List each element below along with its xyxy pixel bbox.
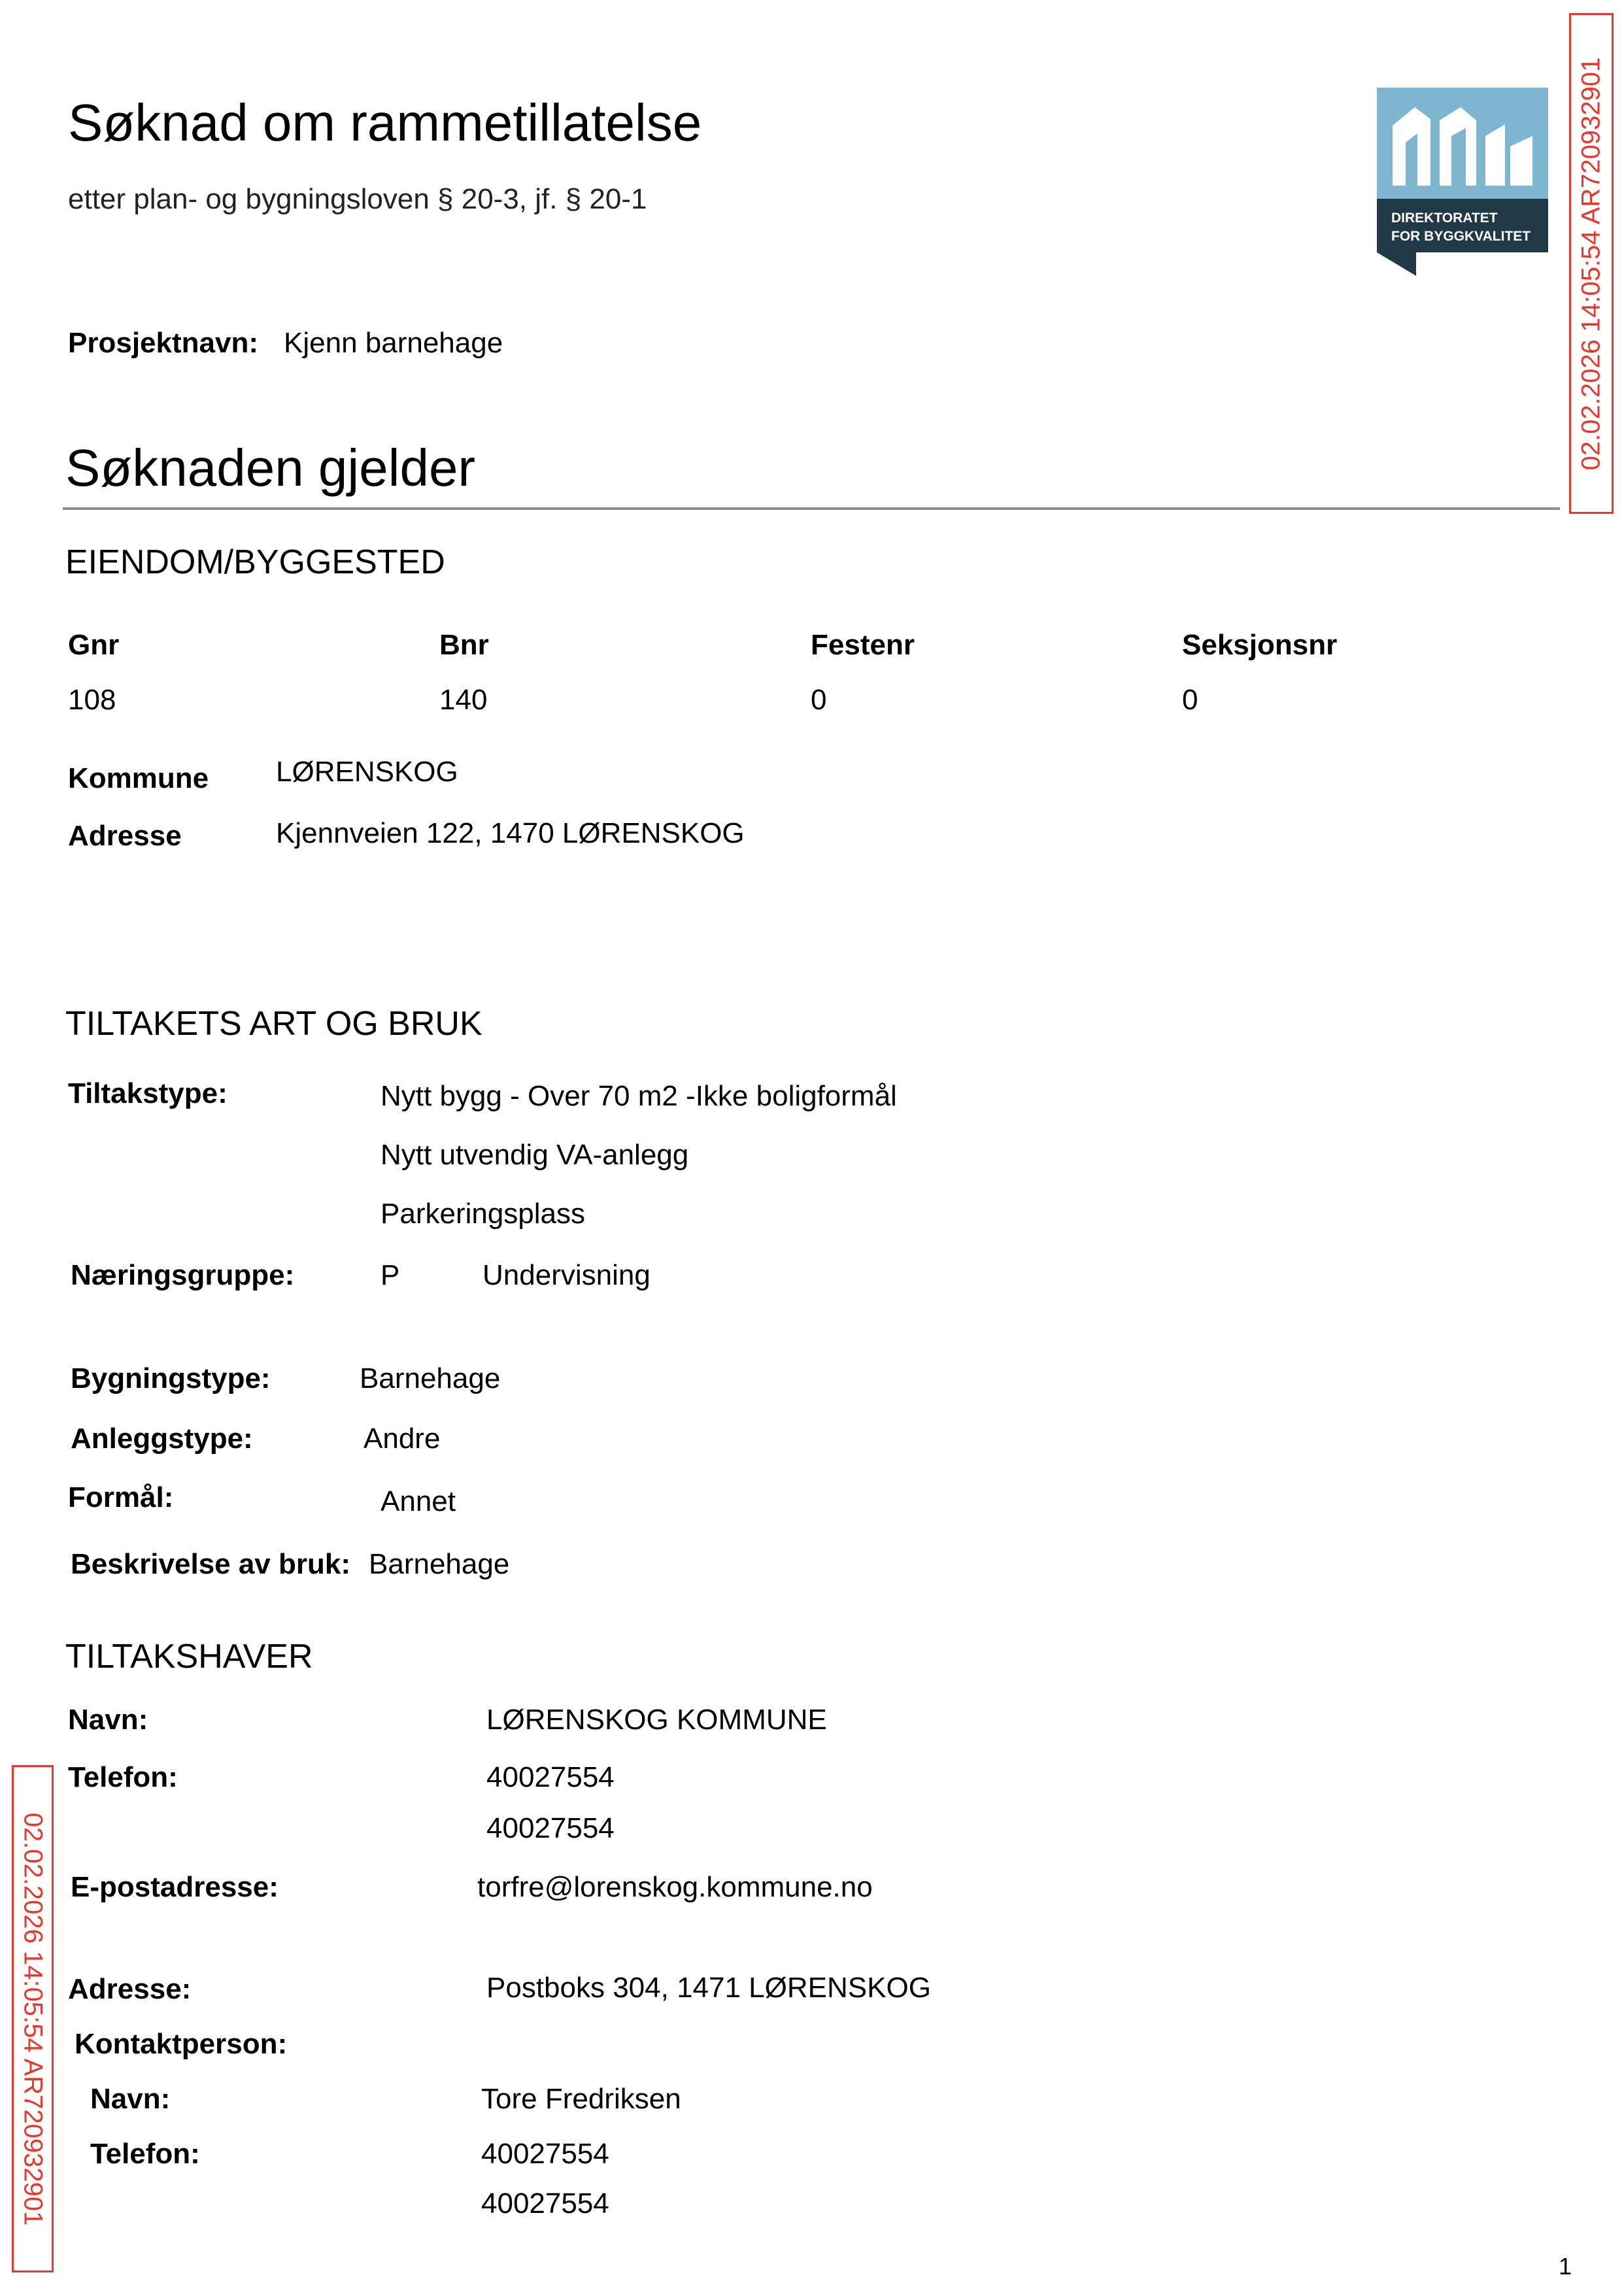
receipt-stamp-text: 02.02.2026 14:05:54 AR720932901 [18, 1812, 48, 2225]
building-logo-icon [1377, 88, 1548, 276]
anleggstype-label: Anleggstype: [71, 1423, 253, 1455]
bygningstype-value: Barnehage [360, 1362, 501, 1394]
contact-navn-label: Navn: [90, 2083, 171, 2115]
festenr-value: 0 [811, 684, 827, 716]
adresse-label: Adresse [68, 820, 182, 852]
contact-telefon-value: 40027554 [481, 2187, 609, 2219]
naeringsgruppe-value: Undervisning [482, 1259, 651, 1291]
heading-divider [63, 507, 1560, 510]
kommune-value: LØRENSKOG [276, 756, 458, 788]
owner-epost-label: E-postadresse: [71, 1871, 279, 1903]
bnr-value: 140 [439, 684, 488, 716]
owner-telefon-label: Telefon: [68, 1761, 178, 1793]
page-number: 1 [1559, 2253, 1572, 2280]
gnr-value: 108 [68, 684, 116, 716]
owner-telefon-value: 40027554 [486, 1812, 615, 1844]
owner-section-heading: TILTAKSHAVER [65, 1638, 313, 1676]
tiltakstype-value: Parkeringsplass [381, 1198, 586, 1230]
seksjonsnr-value: 0 [1182, 684, 1198, 716]
formal-label: Formål: [68, 1481, 174, 1513]
logo-text-line2: FOR BYGGKVALITET [1391, 229, 1531, 244]
naeringsgruppe-code: P [381, 1259, 400, 1291]
receipt-stamp-top [1569, 13, 1614, 514]
contact-telefon-label: Telefon: [90, 2138, 200, 2170]
receipt-stamp-text: 02.02.2026 14:05:54 AR720932901 [1576, 57, 1606, 470]
dibk-logo [1377, 88, 1548, 276]
contact-navn-value: Tore Fredriksen [481, 2083, 681, 2115]
property-section-heading: EIENDOM/BYGGESTED [65, 543, 445, 581]
document-subtitle: etter plan- og bygningsloven § 20-3, jf. § 20-1 [68, 183, 647, 215]
adresse-value: Kjennveien 122, 1470 LØRENSKOG [276, 817, 745, 849]
anleggstype-value: Andre [364, 1423, 441, 1455]
receipt-stamp-bottom [12, 1765, 54, 2272]
tiltakstype-value: Nytt utvendig VA-anlegg [381, 1139, 689, 1171]
beskrivelse-label: Beskrivelse av bruk: [71, 1548, 351, 1580]
tiltakstype-value: Nytt bygg - Over 70 m2 -Ikke boligformål [381, 1080, 897, 1112]
gnr-label: Gnr [68, 629, 120, 661]
owner-adresse-value: Postboks 304, 1471 LØRENSKOG [486, 1972, 931, 2004]
measure-section-heading: TILTAKETS ART OG BRUK [65, 1005, 482, 1043]
formal-value: Annet [381, 1485, 456, 1517]
project-name-value: Kjenn barnehage [284, 327, 503, 359]
owner-adresse-label: Adresse: [68, 1973, 192, 2005]
project-name-label: Prosjektnavn: [68, 327, 258, 359]
festenr-label: Festenr [811, 629, 915, 661]
seksjonsnr-label: Seksjonsnr [1182, 629, 1338, 661]
owner-telefon-value: 40027554 [486, 1761, 615, 1793]
beskrivelse-value: Barnehage [369, 1548, 510, 1580]
tiltakstype-label: Tiltakstype: [68, 1077, 228, 1109]
contact-telefon-value: 40027554 [481, 2138, 609, 2170]
logo-text-line1: DIREKTORATET [1391, 211, 1498, 226]
application-heading: Søknaden gjelder [65, 439, 476, 497]
bygningstype-label: Bygningstype: [71, 1362, 271, 1394]
bnr-label: Bnr [439, 629, 489, 661]
owner-navn-value: LØRENSKOG KOMMUNE [486, 1704, 827, 1736]
owner-navn-label: Navn: [68, 1704, 148, 1736]
kommune-label: Kommune [68, 762, 209, 794]
naeringsgruppe-label: Næringsgruppe: [71, 1259, 295, 1291]
document-title: Søknad om rammetillatelse [68, 93, 702, 152]
contact-person-label: Kontaktperson: [75, 2028, 288, 2060]
owner-epost-value: torfre@lorenskog.kommune.no [477, 1871, 873, 1903]
